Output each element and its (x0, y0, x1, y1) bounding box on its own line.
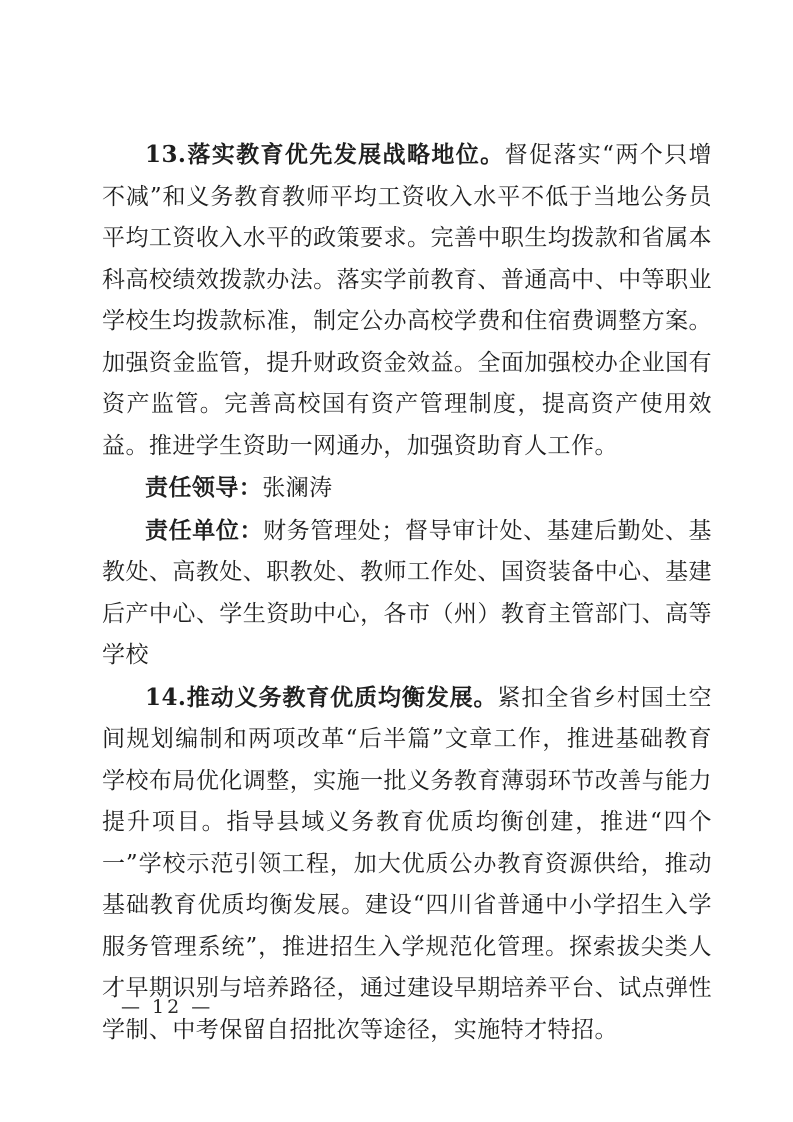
section-14-body: 紧扣全省乡村国土空间规划编制和两项改革“后半篇”文章工作，推进基础教育学校布局优化调整，实施一批义务教育薄弱环节改善与能力提升项目。指导县域义务教育优质均衡创建，推进“四个一”学校示范引领工程，加大优质公办教育资源供给，推动基础教育优质均衡发展。建设“四川省普通中小学招生入学服务管理系统”，推进招生入学规范化管理。探索拔尖类人才早期识别与培养路径，通过建设早期培养平台、试点弹性学制、中考保留自招批次等途径，实施特才特招。 (102, 684, 712, 1043)
responsible-leader-label: 责任领导： (145, 474, 263, 501)
section-13-body: 督促落实“两个只增不减”和义务教育教师平均工资收入水平不低于当地公务员平均工资收入水平的政策要求。完善中职生均拨款和省属本科高校绩效拨款办法。落实学前教育、普通高中、中等职业学校生均拨款标准，制定公办高校学费和住宿费调整方案。加强资金监管，提升财政资金效益。全面加强校办企业国有资产监管。完善高校国有资产管理制度，提高资产使用效益。推进学生资助一网通办，加强资助育人工作。 (102, 142, 712, 459)
section-14-heading: 14.推动义务教育优质均衡发展。 (145, 683, 498, 711)
responsible-units-label: 责任单位： (145, 516, 264, 544)
section-13-responsible-leader (102, 467, 712, 510)
section-13-heading: 13.落实教育优先发展战略地位。 (145, 141, 505, 168)
section-14-paragraph (102, 677, 712, 1052)
section-13-responsible-units (102, 510, 712, 677)
document-content (102, 134, 712, 1051)
page-number: — 12 — (121, 996, 214, 1018)
section-13-paragraph (102, 134, 712, 467)
responsible-leader-name: 张澜涛 (262, 475, 333, 501)
responsible-units-list: 财务管理处；督导审计处、基建后勤处、基教处、高教处、职教处、教师工作处、国资装备中心、基建后产中心、学生资助中心，各市（州）教育主管部门、高等学校 (102, 517, 712, 668)
